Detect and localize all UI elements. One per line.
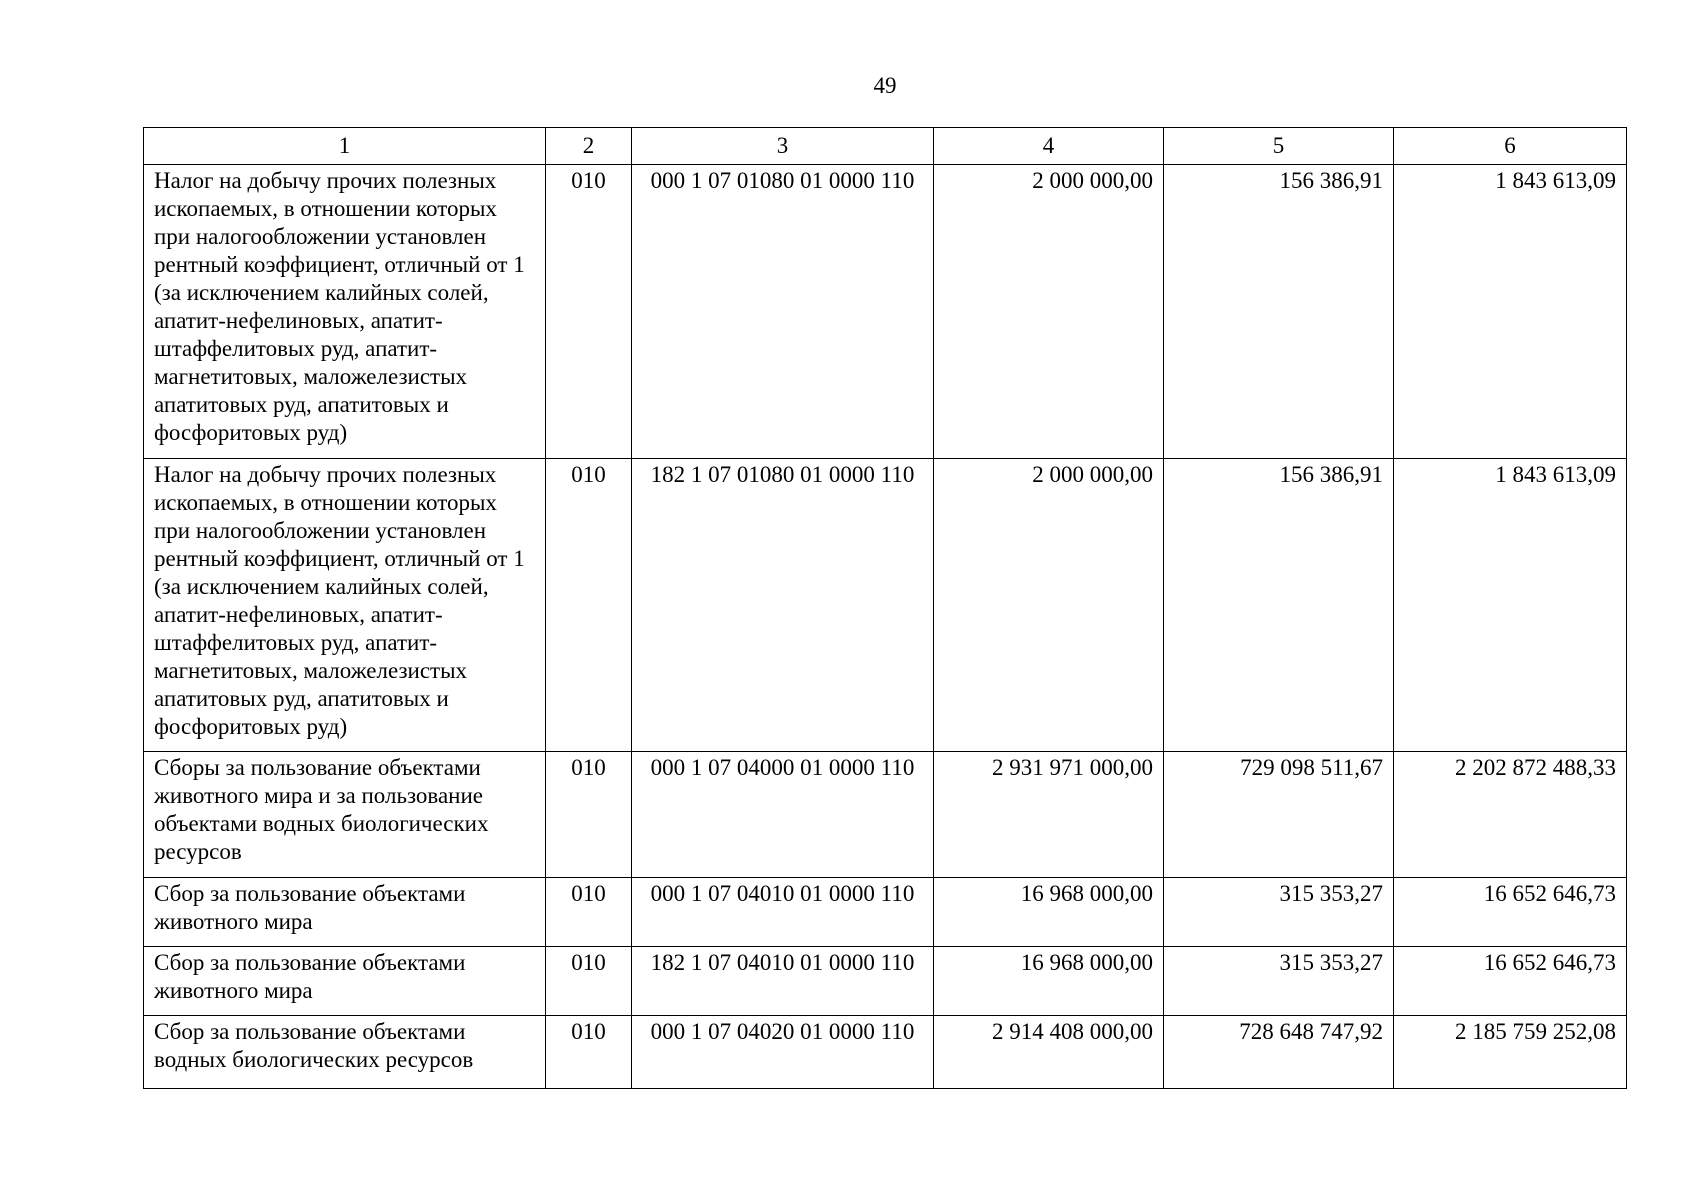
- revenue-name-cell: Сбор за пользование объектами водных биологических ресурсов: [144, 1016, 546, 1089]
- table-row: [144, 752, 1627, 878]
- approved-amount-cell: 2 000 000,00: [934, 459, 1164, 752]
- column-header-3: 3: [632, 128, 934, 165]
- revenue-name-cell: Налог на добычу прочих полезных ископаемых, в отношении которых при налогообложении установлен рентный коэффициент, отличный от 1 (за исключением калийных солей, апатит-нефелиновых, апатит-штаффелитовых руд, апатит-магнетитовых, маложелезистых апатитовых руд, апатитовых и фосфоритовых руд): [144, 459, 546, 752]
- approved-amount-cell: 16 968 000,00: [934, 947, 1164, 1016]
- column-header-1: 1: [144, 128, 546, 165]
- table-row: [144, 947, 1627, 1016]
- executed-amount-cell: 156 386,91: [1164, 459, 1394, 752]
- line-code-cell: 010: [546, 1016, 632, 1089]
- budget-code-cell: 000 1 07 01080 01 0000 110: [632, 165, 934, 459]
- executed-amount-cell: 728 648 747,92: [1164, 1016, 1394, 1089]
- budget-code-cell: 182 1 07 01080 01 0000 110: [632, 459, 934, 752]
- revenue-name-cell: Сбор за пользование объектами животного мира: [144, 947, 546, 1016]
- line-code-cell: 010: [546, 459, 632, 752]
- approved-amount-cell: 2 931 971 000,00: [934, 752, 1164, 878]
- line-code-cell: 010: [546, 878, 632, 947]
- budget-code-cell: 000 1 07 04000 01 0000 110: [632, 752, 934, 878]
- page-number: 49: [873, 73, 897, 98]
- remaining-amount-cell: 2 202 872 488,33: [1394, 752, 1627, 878]
- remaining-amount-cell: 16 652 646,73: [1394, 878, 1627, 947]
- approved-amount-cell: 2 000 000,00: [934, 165, 1164, 459]
- table-row: [144, 165, 1627, 459]
- remaining-amount-cell: 1 843 613,09: [1394, 459, 1627, 752]
- column-header-5: 5: [1164, 128, 1394, 165]
- approved-amount-cell: 2 914 408 000,00: [934, 1016, 1164, 1089]
- approved-amount-cell: 16 968 000,00: [934, 878, 1164, 947]
- budget-code-cell: 000 1 07 04010 01 0000 110: [632, 878, 934, 947]
- executed-amount-cell: 315 353,27: [1164, 947, 1394, 1016]
- table-row: [144, 878, 1627, 947]
- revenue-name-cell: Сбор за пользование объектами животного мира: [144, 878, 546, 947]
- column-header-4: 4: [934, 128, 1164, 165]
- line-code-cell: 010: [546, 165, 632, 459]
- remaining-amount-cell: 2 185 759 252,08: [1394, 1016, 1627, 1089]
- budget-revenue-table: [143, 127, 1627, 1089]
- revenue-name-cell: Налог на добычу прочих полезных ископаемых, в отношении которых при налогообложении установлен рентный коэффициент, отличный от 1 (за исключением калийных солей, апатит-нефелиновых, апатит-штаффелитовых руд, апатит-магнетитовых, маложелезистых апатитовых руд, апатитовых и фосфоритовых руд): [144, 165, 546, 459]
- table-row: [144, 459, 1627, 752]
- executed-amount-cell: 729 098 511,67: [1164, 752, 1394, 878]
- table-header-row: [144, 128, 1627, 165]
- line-code-cell: 010: [546, 947, 632, 1016]
- column-header-6: 6: [1394, 128, 1627, 165]
- remaining-amount-cell: 1 843 613,09: [1394, 165, 1627, 459]
- remaining-amount-cell: 16 652 646,73: [1394, 947, 1627, 1016]
- budget-code-cell: 000 1 07 04020 01 0000 110: [632, 1016, 934, 1089]
- column-header-2: 2: [546, 128, 632, 165]
- executed-amount-cell: 156 386,91: [1164, 165, 1394, 459]
- table-row: [144, 1016, 1627, 1089]
- line-code-cell: 010: [546, 752, 632, 878]
- revenue-name-cell: Сборы за пользование объектами животного мира и за пользование объектами водных биологических ресурсов: [144, 752, 546, 878]
- budget-code-cell: 182 1 07 04010 01 0000 110: [632, 947, 934, 1016]
- executed-amount-cell: 315 353,27: [1164, 878, 1394, 947]
